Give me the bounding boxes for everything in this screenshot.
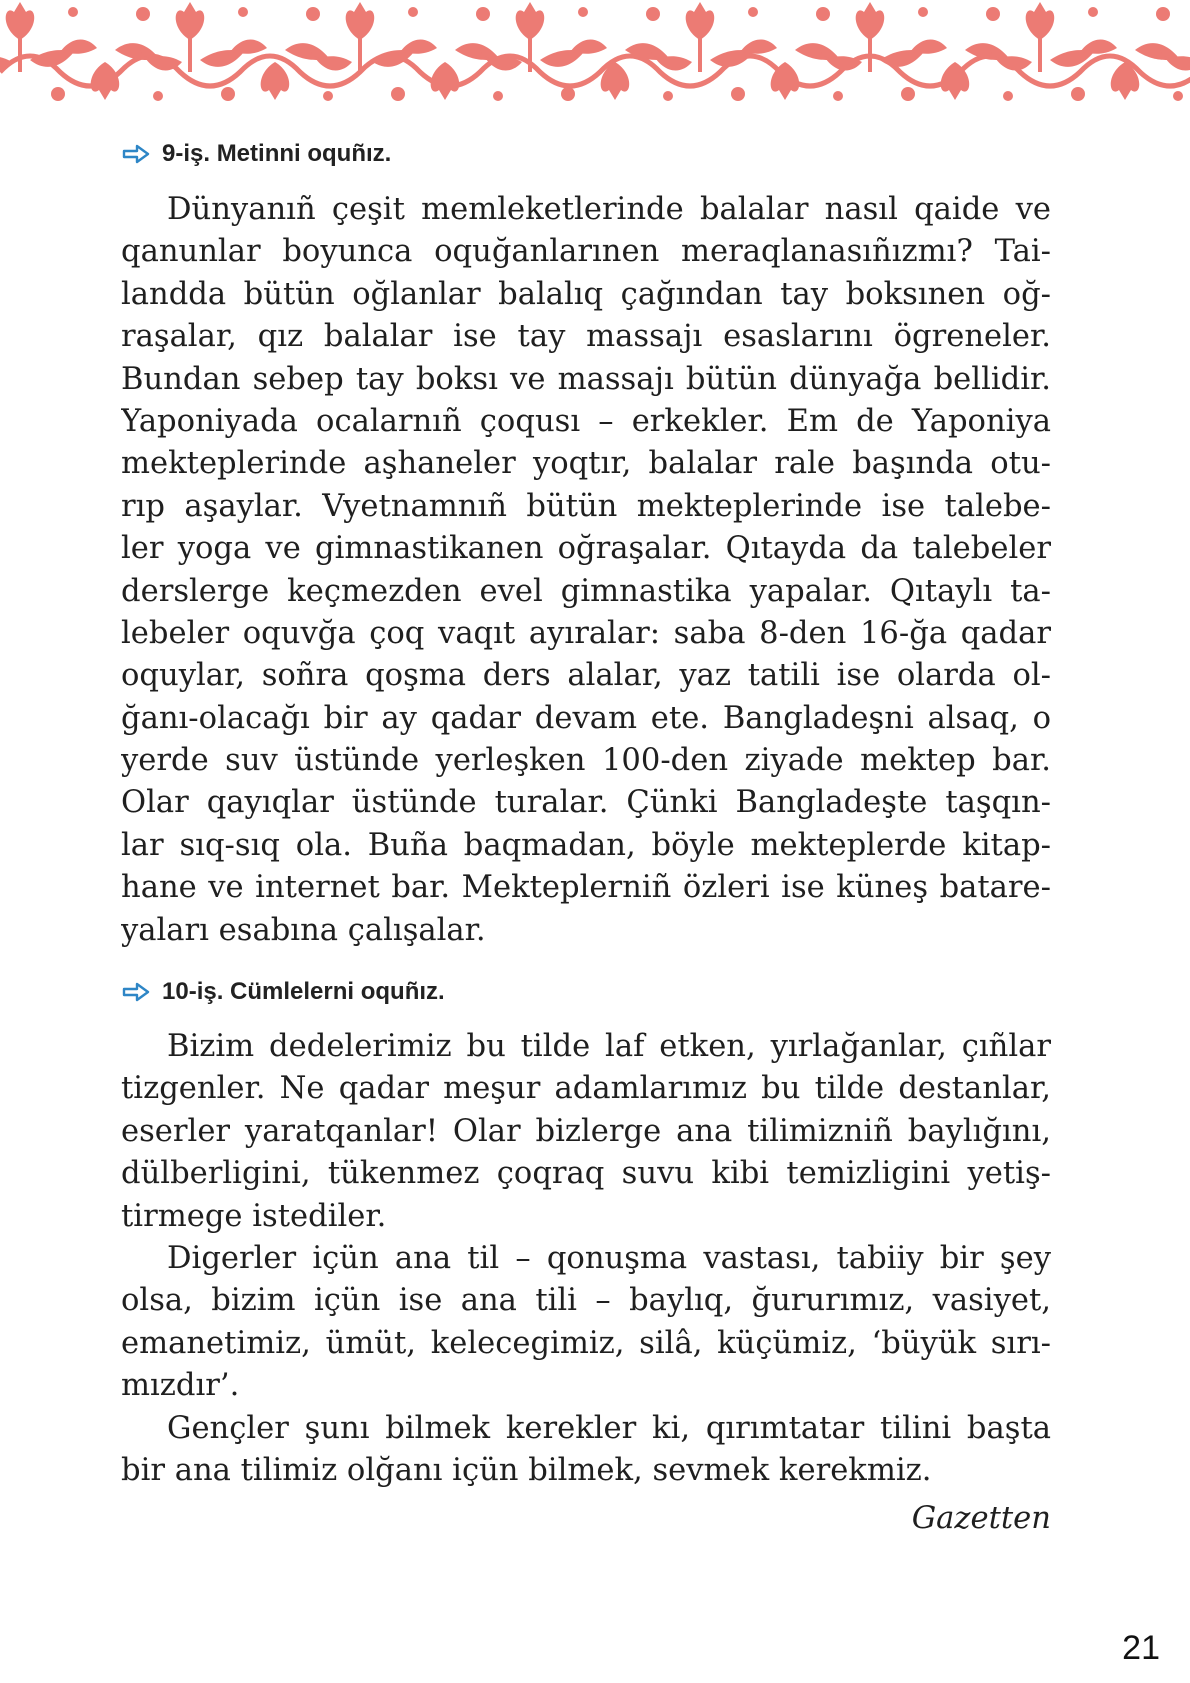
text-line: lebeler oquvğa çoq vaqıt ayıralar: saba 8-den 16-ğa qadar [121,615,1051,651]
task-10-heading [122,974,1052,1010]
task-10-text [121,1026,1051,1492]
text-line: Olar qayıqlar üstünde turalar. Çünki Bangladeşte taşqın- [121,785,1051,821]
text-line: tizgenler. Ne qadar meşur adamlarımız bu tilde destanlar, [121,1071,1051,1107]
text-line: dülberligini, tükenmez çoqraq suvu kibi temizligini yetiş- [121,1156,1051,1192]
text-line: Gençler şunı bilmek kerekler ki, qırımtatar tilini başta [167,1410,1051,1446]
text-line: raşalar, qız balalar ise tay massajı esaslarını ögreneler. [121,319,1051,355]
text-line: Bundan sebep tay boksı ve massajı bütün dünyağa bellidir. [121,361,1051,397]
text-line: olsa, bizim içün ise ana tili – baylıq, ğururımız, vasiyet, [121,1283,1051,1319]
text-line: qanunlar boyunca oquğanlarınen meraqlanasıñızmı? Tai- [121,234,1051,270]
text-line: lar sıq-sıq ola. Buña baqmadan, böyle mekteplerde kitap- [121,827,1051,863]
text-line: oquylar, soñra qoşma ders alalar, yaz tatili ise olarda ol- [121,658,1051,694]
text-line: derslerge keçmezden evel gimnastika yapalar. Qıtaylı ta- [121,573,1051,609]
text-line: yerde suv üstünde yerleşken 100-den ziyade mektep bar. [121,743,1051,779]
text-line: Dünyanıñ çeşit memleketlerinde balalar nasıl qaide ve [167,192,1051,227]
text-line: Bizim dedelerimiz bu tilde laf etken, yırlağanlar, çıñlar [167,1029,1051,1064]
text-line: Yaponiyada ocalarnıñ çoqusı – erkekler. Em de Yaponiya [121,403,1051,439]
text-line: ğanı-olacağı bir ay qadar devam ete. Bangladeşni alsaq, o [121,700,1051,736]
floral-ornament-border [0,0,1190,110]
text-line: mızdır’. [121,1368,240,1404]
text-line: bir ana tilimiz olğanı içün bilmek, sevmek kerekmiz. [121,1452,932,1488]
arrow-right-icon [122,144,150,164]
text-line: mekteplerinde aşhaneler yoqtır, balalar rale başında otu- [121,446,1051,482]
arrow-right-icon [122,982,150,1002]
task-9-heading [122,136,1052,172]
task-9-text [121,189,1051,952]
text-line: landda bütün oğlanlar balalıq çağından tay boksınen oğ- [121,276,1051,312]
text-line: ler yoga ve gimnastikanen oğraşalar. Qıtayda da talebeler [121,531,1051,567]
task-10-heading-text: 10-iş. Cümlelerni oquñız. [162,978,445,1005]
text-line: rıp aşaylar. Vyetnamnıñ bütün mekteplerinde ise talebe- [121,488,1051,524]
text-line: tirmege istediler. [121,1198,387,1234]
source-attribution: Gazetten [911,1501,1051,1536]
text-line: hane ve internet bar. Mekteplerniñ özleri ise küneş batare- [121,870,1051,906]
page-number: 21 [1122,1629,1160,1667]
text-line: emanetimiz, ümüt, kelecegimiz, silâ, küçümiz, ‘büyük sırı- [121,1325,1051,1361]
text-line: eserler yaratqanlar! Olar bizlerge ana tilimizniñ baylığını, [121,1113,1051,1149]
task-9-heading-text: 9-iş. Metinni oquñız. [162,140,392,167]
text-line: Digerler içün ana til – qonuşma vastası, tabiiy bir şey [167,1240,1051,1276]
text-line: yaları esabına çalışalar. [121,912,486,948]
